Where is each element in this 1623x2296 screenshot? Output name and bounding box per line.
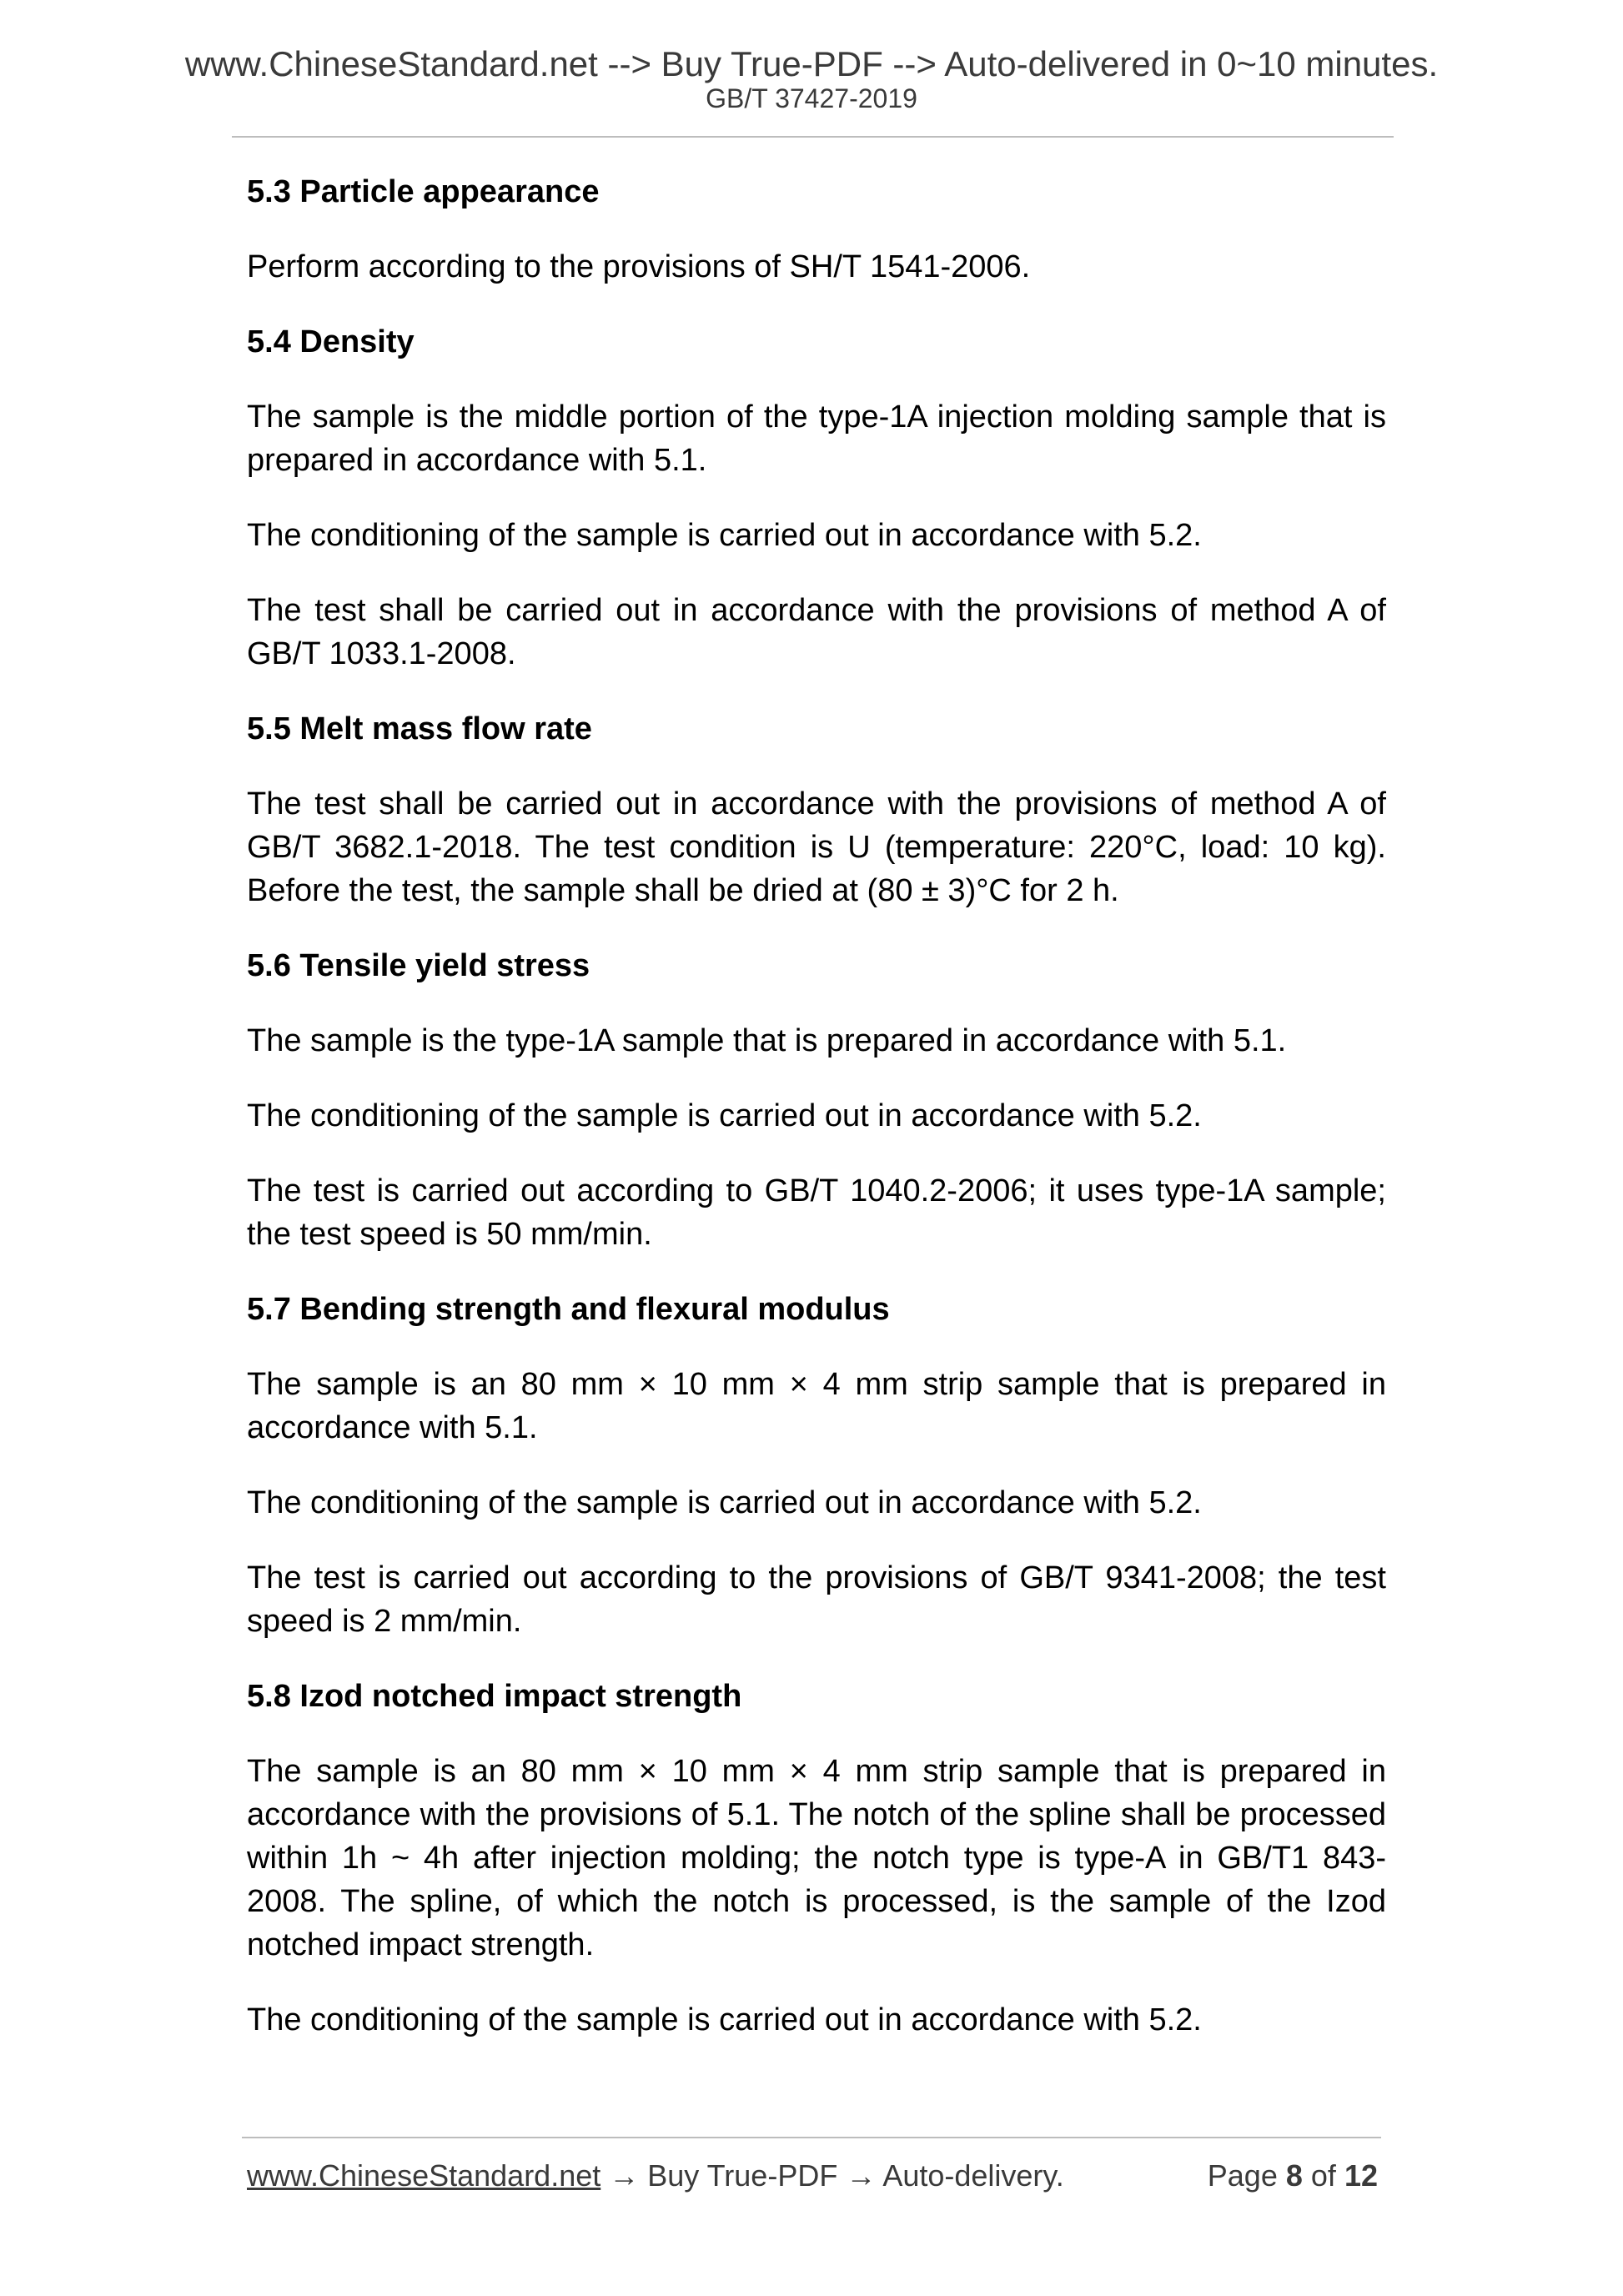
page-indicator [1208, 2157, 1378, 2195]
section-5-6 [247, 944, 1386, 1256]
footer-divider [242, 2137, 1381, 2138]
paragraph: The sample is the middle portion of the type-1A injection molding sample that is prepared in accordance with 5.1. [247, 399, 1386, 478]
footer-promo [247, 2157, 1064, 2195]
paragraph: The conditioning of the sample is carried out in accordance with 5.2. [247, 1485, 1202, 1520]
paragraph: The test is carried out according to GB/T 1040.2-2006; it uses type-1A sample; the test speed is 50 mm/min. [247, 1173, 1386, 1252]
section-5-8 [247, 1675, 1386, 2042]
standard-code: GB/T 37427-2019 [706, 83, 917, 113]
section-5-4 [247, 320, 1386, 676]
section-5-7 [247, 1288, 1386, 1643]
page-number: 8 [1285, 2158, 1303, 2193]
paragraph: The conditioning of the sample is carried out in accordance with 5.2. [247, 518, 1202, 553]
section-5-5 [247, 707, 1386, 912]
document-body [247, 170, 1386, 2073]
section-heading: 5.6 Tensile yield stress [247, 948, 590, 983]
paragraph: The sample is an 80 mm × 10 mm × 4 mm strip sample that is prepared in accordance with 5.1. [247, 1367, 1386, 1445]
paragraph: The conditioning of the sample is carried out in accordance with 5.2. [247, 1098, 1202, 1133]
section-5-3 [247, 170, 1386, 289]
paragraph: The test shall be carried out in accordance with the provisions of method A of GB/T 3682.1-2018. The test condition is U (temperature: 220°C, load: 10 kg). Before the test, the sample shall be dried at (80 ± 3)°C for 2 h. [247, 786, 1386, 908]
section-heading: 5.4 Density [247, 324, 415, 359]
page-label: Page [1207, 2158, 1278, 2193]
footer-tagline: → Buy True-PDF → Auto-delivery. [600, 2158, 1064, 2193]
paragraph: The test is carried out according to the provisions of GB/T 9341-2008; the test speed is 2 mm/min. [247, 1560, 1386, 1639]
top-banner: www.ChineseStandard.net --> Buy True-PDF --> Auto-delivered in 0~10 minutes. [184, 44, 1439, 83]
paragraph: The test shall be carried out in accordance with the provisions of method A of GB/T 1033.1-2008. [247, 593, 1386, 671]
paragraph: The sample is an 80 mm × 10 mm × 4 mm strip sample that is prepared in accordance with the provisions of 5.1. The notch of the spline shall be processed within 1h ~ 4h after injection molding; the notch type is type-A in GB/T1 843-2008. The spline, of which the notch is processed, is the sample of the Izod notched impact strength. [247, 1754, 1386, 1962]
header-divider [232, 136, 1394, 138]
section-heading: 5.8 Izod notched impact strength [247, 1679, 742, 1714]
of-label: of [1310, 2158, 1336, 2193]
section-heading: 5.7 Bending strength and flexural modulus [247, 1292, 890, 1327]
section-heading: 5.5 Melt mass flow rate [247, 711, 592, 746]
website-link[interactable]: www.ChineseStandard.net [247, 2158, 601, 2193]
paragraph: Perform according to the provisions of SH/T 1541-2006. [247, 249, 1031, 284]
page-total: 12 [1344, 2158, 1378, 2193]
section-heading: 5.3 Particle appearance [247, 174, 600, 209]
paragraph: The sample is the type-1A sample that is prepared in accordance with 5.1. [247, 1023, 1287, 1058]
paragraph: The conditioning of the sample is carried out in accordance with 5.2. [247, 2002, 1202, 2037]
